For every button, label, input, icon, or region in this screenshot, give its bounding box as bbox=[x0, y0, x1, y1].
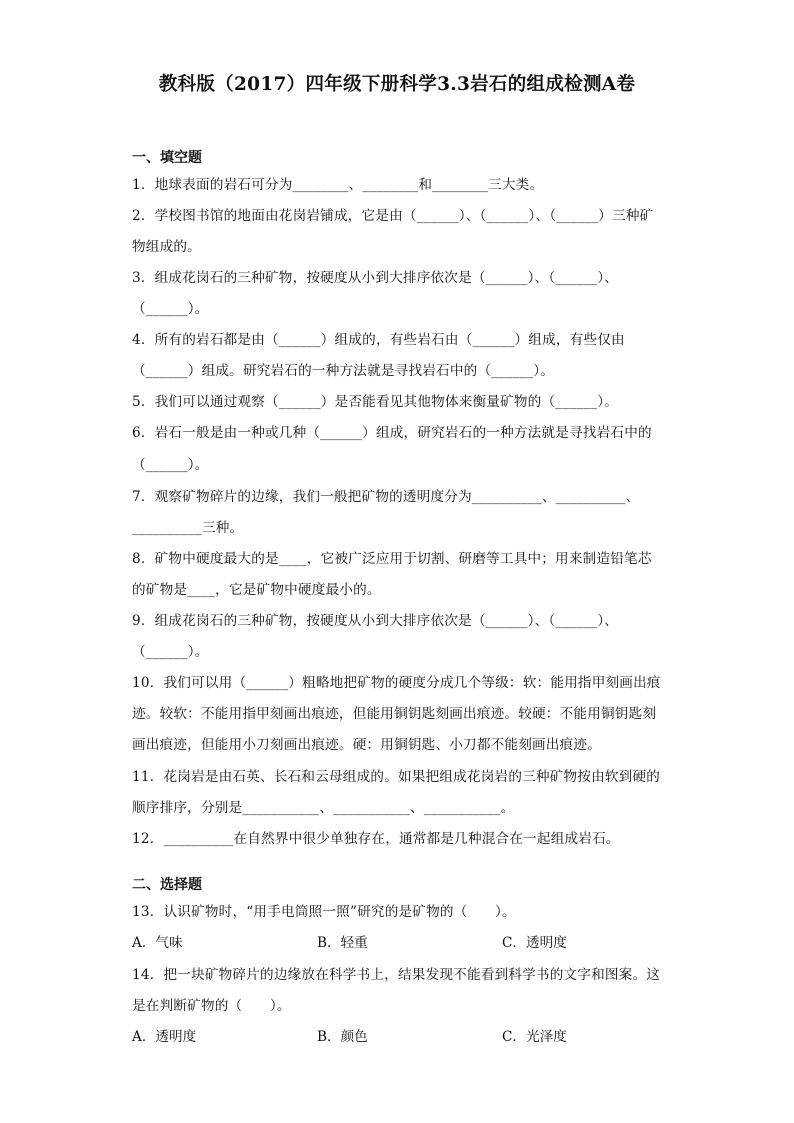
question-line: 10．我们可以用（______）粗略地把矿物的硬度分成几个等级：软：能用指甲刻画出痕 bbox=[132, 675, 661, 691]
question-line: 4．所有的岩石都是由（______）组成的，有些岩石由（______）组成，有些仅由 bbox=[132, 332, 625, 348]
question-line: 迹。较软：不能用指甲刻画出痕迹，但能用铜钥匙刻画出痕迹。较硬：不能用铜钥匙刻 bbox=[132, 706, 657, 722]
question-line: 7．观察矿物碎片的边缘，我们一般把矿物的透明度分为__________、__________、 bbox=[132, 489, 640, 505]
section-heading-choice: 二、选择题 bbox=[132, 877, 202, 893]
page-title: 教科版（2017）四年级下册科学3.3岩石的组成检测A卷 bbox=[158, 74, 636, 95]
question-line: 11．花岗岩是由石英、长石和云母组成的。如果把组成花岗岩的三种矿物按由软到硬的 bbox=[132, 769, 661, 785]
section-heading-fill-blank: 一、填空题 bbox=[132, 150, 202, 166]
question-line: 画出痕迹，但能用小刀刻画出痕迹。硬：用铜钥匙、小刀都不能刻画出痕迹。 bbox=[132, 737, 601, 753]
option-a[interactable]: A．气味 bbox=[132, 935, 183, 951]
option-a[interactable]: A．透明度 bbox=[132, 1029, 197, 1045]
question-line: （______）组成。研究岩石的一种方法就是寻找岩石中的（______）。 bbox=[132, 363, 555, 379]
question-line: 5．我们可以通过观察（______）是否能看见其他物体来衡量矿物的（______）。 bbox=[132, 394, 619, 410]
question-line: 6．岩石一般是由一种或几种（______）组成，研究岩石的一种方法就是寻找岩石中的 bbox=[132, 425, 652, 441]
option-c[interactable]: C．光泽度 bbox=[502, 1029, 567, 1045]
option-b[interactable]: B．颜色 bbox=[317, 1029, 368, 1045]
question-line: 12．__________在自然界中很少单独存在，通常都是几种混合在一起组成岩石。 bbox=[132, 831, 620, 847]
question-line: （______）。 bbox=[132, 301, 209, 317]
question-line: 1．地球表面的岩石可分为________、________和________三大类。 bbox=[132, 177, 544, 193]
question-line: 14．把一块矿物碎片的边缘放在科学书上，结果发现不能看到科学书的文字和图案。这 bbox=[132, 967, 661, 983]
question-line: 3．组成花岗石的三种矿物，按硬度从小到大排序依次是（______）、（______）、 bbox=[132, 270, 619, 286]
question-line: 2．学校图书馆的地面由花岗岩铺成，它是由（______）、（______）、（______）三种矿 bbox=[132, 208, 654, 224]
option-c[interactable]: C．透明度 bbox=[502, 935, 567, 951]
question-line: 是在判断矿物的（ ）。 bbox=[132, 998, 291, 1014]
question-line: （______）。 bbox=[132, 644, 209, 660]
question-line: （______）。 bbox=[132, 457, 209, 473]
question-line: 物组成的。 bbox=[132, 239, 201, 255]
question-line: 13．认识矿物时，“用手电筒照一照”研究的是矿物的（ ）。 bbox=[132, 904, 516, 920]
question-line: 的矿物是____，它是矿物中硬度最小的。 bbox=[132, 582, 381, 598]
option-b[interactable]: B．轻重 bbox=[317, 935, 368, 951]
question-line: 顺序排序，分别是___________、___________、___________。 bbox=[132, 800, 515, 816]
question-line: 9．组成花岗石的三种矿物，按硬度从小到大排序依次是（______）、（______）、 bbox=[132, 613, 619, 629]
question-line: 8．矿物中硬度最大的是____，它被广泛应用于切割、研磨等工具中；用来制造铅笔芯 bbox=[132, 551, 652, 567]
question-line: __________三种。 bbox=[132, 520, 244, 536]
